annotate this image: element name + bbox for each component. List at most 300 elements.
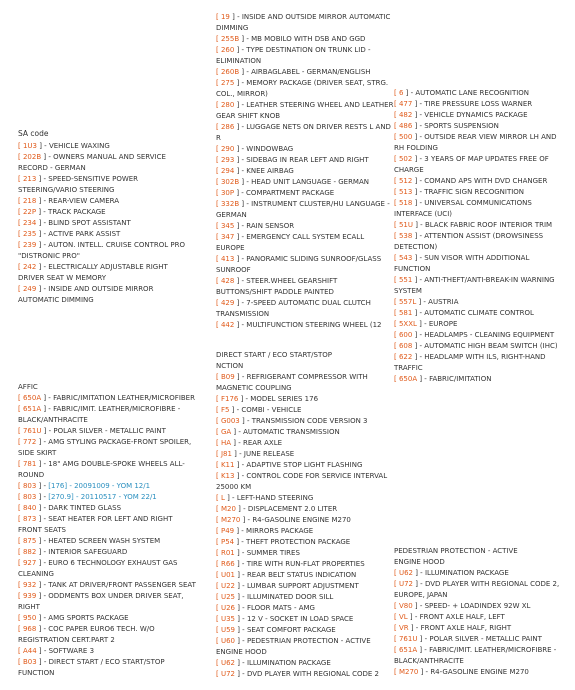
bracket: ] - [412, 199, 425, 207]
sa-code-item [18, 218, 196, 229]
sa-code-item [216, 625, 394, 636]
sa-code-item [216, 416, 394, 427]
sa-code-item [216, 12, 394, 34]
bracket: [ [216, 123, 221, 131]
bracket: [ [394, 580, 399, 588]
bracket: ] - [235, 670, 247, 678]
sa-code-header: SA code [18, 129, 49, 138]
bracket: [ [216, 178, 221, 186]
bracket: ] - [418, 668, 431, 676]
sa-description: REAR BELT STATUS INDICATION [246, 571, 357, 579]
bracket: [ [394, 133, 399, 141]
sa-code-item [216, 449, 394, 460]
sa-description: FABRIC/IMIT. LEATHER/MICROFIBRE - BLACK/ANTHRACITE [18, 405, 181, 424]
bracket: [ [216, 406, 221, 414]
sa-code-item [216, 188, 394, 199]
sa-description: ILLUMINATED DOOR SILL [246, 593, 334, 601]
sa-code: R66 [220, 560, 235, 568]
bracket: [ [18, 153, 23, 161]
bracket: [ [394, 89, 399, 97]
bracket: ] - [36, 197, 49, 205]
sa-description: 3 YEARS OF MAP UPDATES FREE OF CHARGE [394, 155, 549, 174]
sa-code-column-left-bottom [18, 382, 196, 679]
bracket: ] - [417, 635, 430, 643]
sa-code: 622 [398, 353, 413, 361]
bracket: [ [216, 626, 221, 634]
sa-code: R01 [220, 549, 235, 557]
bracket: [ [394, 613, 399, 621]
bracket: [ [216, 373, 221, 381]
sa-code: F5 [220, 406, 230, 414]
bracket: [ [18, 197, 23, 205]
sa-code: 608 [398, 342, 413, 350]
sa-code: K11 [220, 461, 235, 469]
sa-code: 290 [220, 145, 235, 153]
bracket: [ [18, 263, 23, 271]
bracket: [ [18, 219, 23, 227]
sa-code: 518 [398, 199, 413, 207]
sa-code-item [18, 152, 196, 174]
bracket: ] - [412, 342, 425, 350]
sa-code: L [220, 494, 225, 502]
bracket: [ [394, 177, 399, 185]
sa-description: ELECTRICALLY ADJUSTABLE RIGHT DRIVER SEAT W MEMORY [18, 263, 168, 282]
bracket: ] - [36, 241, 49, 249]
sa-code-item [216, 221, 394, 232]
bracket: [ [394, 100, 399, 108]
bracket: [ [18, 175, 23, 183]
sa-description: SPEED-SENSITIVE POWER STEERING/VARIO STEERING [18, 175, 139, 194]
bracket: ] - [36, 263, 49, 271]
sa-code-item [394, 667, 566, 678]
bracket: [ [18, 504, 23, 512]
sa-code: U25 [220, 593, 235, 601]
sa-description: COMBI - VEHICLE [241, 406, 302, 414]
sa-code: HA [220, 439, 232, 447]
sa-code-item [18, 459, 196, 481]
sa-code-item [216, 45, 394, 67]
sa-code: 202B [22, 153, 42, 161]
sa-description: UNIVERSAL COMMUNICATIONS INTERFACE (UCI) [394, 199, 532, 218]
sa-code-column-right-top [394, 88, 566, 385]
sa-code: 429 [220, 299, 235, 307]
bracket: [ [216, 461, 221, 469]
sa-code: 803 [22, 482, 37, 490]
bracket: ] - [234, 156, 247, 164]
bracket: ] - [416, 298, 429, 306]
bracket: [ [216, 145, 221, 153]
sa-code: 218 [22, 197, 37, 205]
sa-description: COMAND APS WITH DVD CHANGER [424, 177, 548, 185]
sa-description: TYPE DESTINATION ON TRUNK LID - ELIMINATION [216, 46, 371, 65]
sa-description: MODEL SERIES 176 [250, 395, 319, 403]
bracket: ] - [229, 406, 242, 414]
bracket: [ [394, 668, 399, 676]
bracket: [ [394, 624, 399, 632]
sa-description: DVD PLAYER WITH REGIONAL CODE 2, EUROPE, JAPAN [394, 580, 560, 599]
sa-code-item [216, 603, 394, 614]
sa-code-item [216, 232, 394, 254]
bracket: ] - [239, 35, 252, 43]
sa-description: KNEE AIRBAG [246, 167, 294, 175]
sa-description: SOFTWARE 3 [48, 647, 95, 655]
bracket: [ [394, 122, 399, 130]
bracket: ] - [412, 111, 425, 119]
bracket: [ [394, 646, 399, 654]
sa-code-item [216, 658, 394, 669]
sa-description: AUTON. INTELL. CRUISE CONTROL PRO "DISTRONIC PRO" [18, 241, 185, 260]
sa-code-item [216, 320, 394, 331]
sa-code: 538 [398, 232, 413, 240]
bracket: [ [216, 439, 221, 447]
sa-description: VEHICLE WAXING [48, 142, 110, 150]
bracket: [ [394, 254, 399, 262]
sa-description: INSTRUMENT CLUSTER/HU LANGUAGE - GERMAN [216, 200, 390, 219]
sa-code: 242 [22, 263, 37, 271]
sa-code-item [216, 504, 394, 515]
sa-description: TIRE PRESSURE LOSS WARNER [424, 100, 533, 108]
bracket: [ [216, 516, 221, 524]
sa-code: 477 [398, 100, 413, 108]
sa-code-item [216, 67, 394, 78]
bracket: ] - [36, 614, 49, 622]
bracket: ] - [36, 230, 49, 238]
sa-description: SIDEBAG IN REAR LEFT AND RIGHT [246, 156, 369, 164]
sa-code-item [394, 568, 566, 579]
bracket: ] - [412, 353, 425, 361]
bracket: [ [18, 208, 23, 216]
bracket: [ [394, 635, 399, 643]
sa-code: 286 [220, 123, 235, 131]
sa-code: 543 [398, 254, 413, 262]
sa-description: FRONT AXLE HALF, RIGHT [420, 624, 512, 632]
cut-text-line: PEDESTRIAN PROTECTION - ACTIVE [394, 547, 518, 555]
sa-code: 927 [22, 559, 37, 567]
sa-description: LUMBAR SUPPORT ADJUSTMENT [246, 582, 359, 590]
sa-code: VR [398, 624, 409, 632]
sa-code-item [216, 537, 394, 548]
sa-code-column-left-top [18, 128, 196, 306]
bracket: ] - [41, 427, 54, 435]
bracket: ] - [235, 604, 247, 612]
sa-description: PEDESTRIAN PROTECTION - ACTIVE ENGINE HOOD [216, 637, 371, 656]
sa-code: 502 [398, 155, 413, 163]
sa-code-item [18, 174, 196, 196]
sa-description: REAR-VIEW CAMERA [48, 197, 119, 205]
bracket: [ [216, 167, 221, 175]
bracket: [ [216, 637, 221, 645]
sa-description: TRACK PACKAGE [48, 208, 106, 216]
sa-code: U26 [220, 604, 235, 612]
sa-description: TANK AT DRIVER/FRONT PASSENGER SEAT [48, 581, 196, 589]
bracket: ] - [239, 200, 252, 208]
bracket: [ [18, 230, 23, 238]
sa-code: 882 [22, 548, 37, 556]
sa-code: J81 [220, 450, 232, 458]
sa-description: HEAD UNIT LANGUAGE - GERMAN [251, 178, 369, 186]
sa-code-item [18, 481, 196, 492]
sa-description: OWNERS MANUAL AND SERVICE RECORD - GERMAN [18, 153, 166, 172]
bracket: [ [216, 222, 221, 230]
bracket: ] - [235, 626, 247, 634]
bracket: ] - [412, 254, 425, 262]
sa-code-item [216, 298, 394, 320]
sa-code-item [18, 196, 196, 207]
bracket: [ [18, 438, 23, 446]
sa-code-item [394, 231, 566, 253]
sa-code-item [394, 198, 566, 220]
sa-code: 413 [220, 255, 235, 263]
sa-code: 482 [398, 111, 413, 119]
sa-description: MEMORY PACKAGE (DRIVER SEAT, STRG. COL., MIRROR) [216, 79, 389, 98]
bracket: ] - [417, 646, 430, 654]
bracket: ] - [239, 417, 252, 425]
sa-code-item [216, 34, 394, 45]
sa-code: GA [220, 428, 232, 436]
sa-code-item [394, 176, 566, 187]
sa-description: DARK TINTED GLASS [48, 504, 122, 512]
sa-description: ACTIVE PARK ASSIST [48, 230, 121, 238]
sa-code: V80 [398, 602, 413, 610]
bracket: [ [216, 571, 221, 579]
bracket: [ [18, 515, 23, 523]
cut-text-line: NCTION [216, 362, 244, 370]
sa-code-item [216, 394, 394, 405]
sa-description: AUTOMATIC CLIMATE CONTROL [424, 309, 534, 317]
bracket: ] - [36, 219, 49, 227]
sa-code: U22 [220, 582, 235, 590]
bracket: [ [18, 592, 23, 600]
sa-code-item [18, 240, 196, 262]
bracket: [ [18, 285, 23, 293]
sa-code-item [18, 207, 196, 218]
sa-code: 249 [22, 285, 37, 293]
bracket: ] - [235, 582, 247, 590]
sa-code: 345 [220, 222, 235, 230]
bracket: ] - [234, 373, 247, 381]
bracket: ] - [412, 331, 425, 339]
cut-text-line: AFFIC [18, 383, 38, 391]
bracket: ] - [36, 625, 49, 633]
bracket: [ [216, 582, 221, 590]
bracket: [ [216, 593, 221, 601]
bracket: ] - [412, 177, 425, 185]
bracket: ] - [412, 232, 425, 240]
sa-description: R4-GASOLINE ENGINE M270 [252, 516, 351, 524]
sa-description: EURO 6 TECHNOLOGY EXHAUST GAS CLEANING [18, 559, 178, 578]
sa-code-item [216, 592, 394, 603]
bracket: ] - [239, 68, 252, 76]
bracket: ] - [413, 221, 425, 229]
sa-code: M20 [220, 505, 236, 513]
bracket: [ [216, 560, 221, 568]
bracket: [ [216, 35, 221, 43]
sa-code: 1U3 [22, 142, 37, 150]
sa-description: SPORTS SUSPENSION [424, 122, 499, 130]
sa-code-item [394, 319, 566, 330]
bracket: ] - [403, 89, 416, 97]
bracket: [ [216, 321, 221, 329]
sa-code-item [216, 427, 394, 438]
bracket: ] - [234, 538, 247, 546]
sa-code-item [216, 405, 394, 416]
bracket: [ [18, 405, 23, 413]
bracket: ] - [234, 46, 247, 54]
sa-code: 234 [22, 219, 37, 227]
bracket: [ [394, 298, 399, 306]
bracket: ] - [36, 504, 49, 512]
bracket: [ [394, 342, 399, 350]
bracket: [ [18, 537, 23, 545]
bracket: [ [394, 375, 399, 383]
bracket: ] - [235, 593, 247, 601]
sa-code-item [216, 276, 394, 298]
bracket: [ [216, 494, 221, 502]
sa-code: 275 [220, 79, 235, 87]
bracket: ] - [234, 549, 247, 557]
bracket: ] - [224, 494, 237, 502]
bracket: ] - [231, 439, 243, 447]
sa-code: 19 [220, 13, 230, 21]
sa-description: BLIND SPOT ASSISTANT [48, 219, 131, 227]
bracket: ] - [36, 647, 49, 655]
sa-description: DISPLACEMENT 2.0 LITER [247, 505, 338, 513]
bracket: [ [394, 276, 399, 284]
bracket: ] - [235, 637, 247, 645]
sa-description: REFRIGERANT COMPRESSOR WITH MAGNETIC COUPLING [216, 373, 368, 392]
sa-code-item [216, 526, 394, 537]
sa-code-item [18, 547, 196, 558]
sa-description: CONTROL CODE FOR SERVICE INTERVAL 25000 KM [216, 472, 388, 491]
bracket: [ [394, 232, 399, 240]
sa-description: INTERIOR SAFEGUARD [48, 548, 128, 556]
sa-code-item [216, 438, 394, 449]
sa-code: U62 [398, 569, 413, 577]
bracket: ] - [234, 560, 247, 568]
bracket: [ [18, 559, 23, 567]
bracket: [ [216, 538, 221, 546]
sa-code-item [394, 612, 566, 623]
sa-code-item [394, 121, 566, 132]
sa-code: 650A [22, 394, 42, 402]
bracket: [ [18, 647, 23, 655]
sa-description: TRANSMISSION CODE VERSION 3 [251, 417, 368, 425]
bracket: [ [216, 68, 221, 76]
bracket: [ [216, 670, 221, 678]
sa-code: 5XXL [398, 320, 417, 328]
sa-code-item [394, 99, 566, 110]
sa-description: FABRIC/IMIT. LEATHER/MICROFIBRE - BLACK/ANTHRACITE [394, 646, 557, 665]
bracket: ] - [416, 320, 429, 328]
sa-description: AUTOMATIC LANE RECOGNITION [415, 89, 530, 97]
sa-code: 651A [22, 405, 42, 413]
sa-description: JUNE RELEASE [243, 450, 295, 458]
bracket: ] - [41, 153, 54, 161]
sa-code-item [216, 372, 394, 394]
sa-code: G003 [220, 417, 240, 425]
sa-code-item [18, 558, 196, 580]
sa-code: 551 [398, 276, 413, 284]
sa-description: EMERGENCY CALL SYSTEM ECALL EUROPE [216, 233, 365, 252]
bracket: ] - [235, 505, 248, 513]
sa-description: AUSTRIA [428, 298, 459, 306]
sa-code-item [18, 229, 196, 240]
bracket: [ [394, 569, 399, 577]
sa-description: REAR AXLE [242, 439, 283, 447]
sa-description: R4-GASOLINE ENGINE M270 [430, 668, 529, 676]
bracket: [ [394, 320, 399, 328]
bracket: ] - [234, 101, 247, 109]
bracket: ] - [36, 515, 49, 523]
bracket: ] - [36, 438, 49, 446]
sa-description: INSIDE AND OUTSIDE MIRROR AUTOMATIC DIMMING [216, 13, 391, 32]
sa-code-item [216, 669, 394, 680]
bracket: ] - [36, 592, 49, 600]
bracket: [ [216, 277, 221, 285]
bracket: ] - [240, 516, 253, 524]
sa-code: K13 [220, 472, 235, 480]
sa-description: 18" AMG DOUBLE-SPOKE WHEELS ALL-ROUND [18, 460, 185, 479]
sa-code: 486 [398, 122, 413, 130]
sa-description: DIRECT START / ECO START/STOP FUNCTION [18, 658, 165, 677]
bracket: ] - [412, 122, 425, 130]
sa-description: INSIDE AND OUTSIDE MIRROR AUTOMATIC DIMMING [18, 285, 154, 304]
sa-description: ADAPTIVE STOP LIGHT FLASHING [246, 461, 363, 469]
sa-code-item [18, 624, 196, 646]
bracket: [ [216, 79, 221, 87]
sa-code: 293 [220, 156, 235, 164]
sa-code-item [18, 580, 196, 591]
bracket: [ [216, 450, 221, 458]
bracket: ] - [231, 428, 244, 436]
sa-description: DVD PLAYER WITH REGIONAL CODE 2 [246, 670, 379, 678]
bracket: ] - [234, 167, 247, 175]
sa-code: 51U [398, 221, 413, 229]
sa-description: TRAFFIC SIGN RECOGNITION [424, 188, 525, 196]
bracket: ] - [234, 79, 247, 87]
sa-code: 22P [22, 208, 37, 216]
sa-code: 235 [22, 230, 37, 238]
bracket: [ [394, 188, 399, 196]
sa-code-item [216, 581, 394, 592]
bracket: ] - [36, 581, 49, 589]
sa-code-column-middle-bottom [216, 350, 394, 680]
bracket: [ [216, 101, 221, 109]
sa-code: 761U [398, 635, 418, 643]
sa-description: SEAT HEATER FOR LEFT AND RIGHT FRONT SEATS [18, 515, 173, 534]
bracket: [ [18, 614, 23, 622]
sa-code-item [394, 341, 566, 352]
bracket: [ [394, 309, 399, 317]
bracket: ] - [234, 233, 247, 241]
sa-code-item [216, 559, 394, 570]
sa-description: ILLUMINATION PACKAGE [424, 569, 509, 577]
sa-description: EUROPE [428, 320, 458, 328]
sa-code-item [394, 374, 566, 385]
bracket: ] - [41, 394, 54, 402]
sa-description: POLAR SILVER - METALLIC PAINT [53, 427, 166, 435]
bracket: ] - [412, 309, 425, 317]
sa-code-item [394, 634, 566, 645]
sa-code-item [394, 579, 566, 601]
sa-code: 513 [398, 188, 413, 196]
bracket: [ [394, 353, 399, 361]
sa-code: 772 [22, 438, 37, 446]
sa-code-item [216, 254, 394, 276]
sa-code: 442 [220, 321, 235, 329]
sa-code: 761U [22, 427, 42, 435]
sa-code-item [18, 646, 196, 657]
